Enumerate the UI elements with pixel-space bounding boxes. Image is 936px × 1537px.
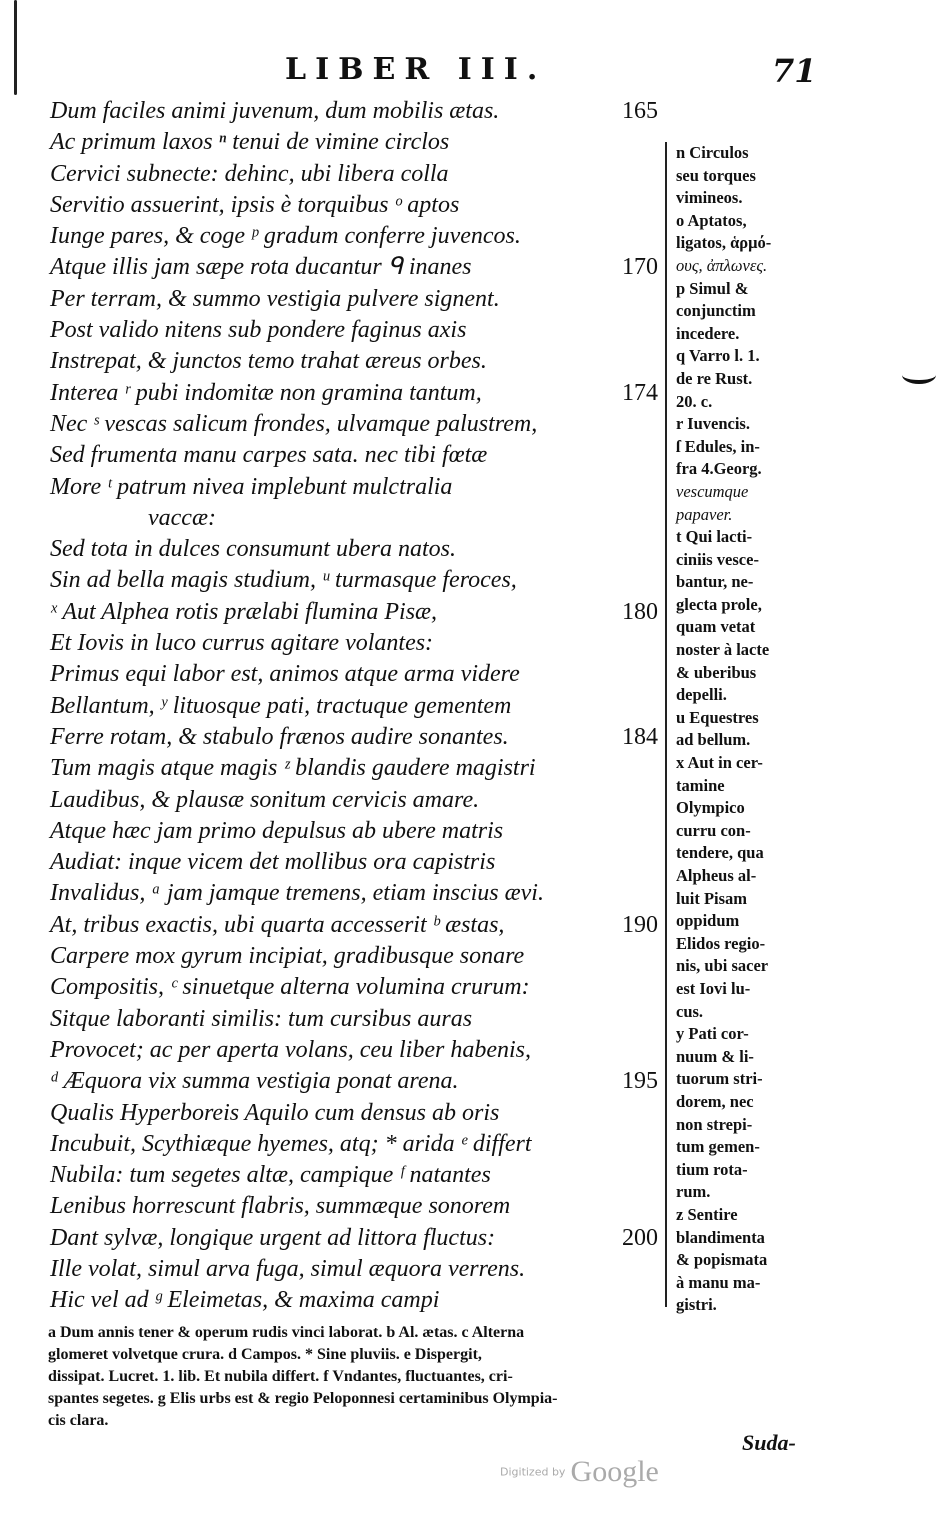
verse-text: Nubila: tum segetes altæ, campique ᶠ natantes	[50, 1162, 491, 1189]
verse-line	[50, 1098, 670, 1129]
verse-line	[50, 972, 670, 1003]
margin-note-line: cus.	[676, 1001, 704, 1021]
verse-line	[50, 816, 670, 847]
margin-notes	[676, 142, 826, 1317]
margin-note-line: Elidos regio-	[676, 933, 766, 953]
verse-text: Hic vel ad ᵍ Eleimetas, & maxima campi	[50, 1287, 440, 1314]
verse-line	[50, 378, 670, 409]
margin-note-line: à manu ma-	[676, 1272, 761, 1292]
verse-text: Instrepat, & junctos temo trahat æreus orbes.	[50, 348, 487, 375]
verse-text: Sitque laboranti similis: tum cursibus auras	[50, 1005, 473, 1032]
verse-line	[50, 1129, 670, 1160]
verse-text: ᵈ Æquora vix summa vestigia ponat arena.	[50, 1068, 459, 1095]
margin-note-line: & popismata	[676, 1250, 768, 1270]
verse-line	[50, 1004, 670, 1035]
verse-line	[50, 565, 670, 596]
verse-line	[50, 1066, 670, 1097]
verse-line	[50, 409, 670, 440]
verse-block	[50, 96, 670, 1317]
margin-note-line: oppidum	[676, 911, 740, 931]
margin-note-line: vimineos.	[676, 188, 743, 208]
footnote-line: dissipat. Lucret. 1. lib. Et nubila differt. f Vndantes, fluctuantes, cri-	[48, 1368, 513, 1385]
verse-text: Audiat: inque vicem det mollibus ora capistris	[50, 849, 496, 876]
verse-text: Et Iovis in luco currus agitare volantes:	[50, 630, 434, 657]
verse-line	[50, 941, 670, 972]
verse-line	[50, 440, 670, 471]
margin-note-line: vescumque	[676, 481, 749, 501]
margin-note-line: Olympico	[676, 798, 745, 818]
line-number: 174	[622, 379, 658, 406]
verse-text: Sin ad bella magis studium, ᵘ turmasque feroces,	[50, 567, 517, 594]
margin-note-line: Alpheus al-	[676, 866, 757, 885]
verse-line	[50, 753, 670, 784]
margin-note-line: n Circulos	[676, 143, 749, 162]
margin-note-line: nis, ubi sacer	[676, 956, 769, 976]
margin-note-line: depelli.	[676, 685, 727, 705]
margin-note-line: tamine	[676, 775, 725, 795]
verse-text: Per terram, & summo vestigia pulvere signent.	[50, 285, 500, 312]
footnotes	[48, 1322, 818, 1432]
verse-text: Interea ʳ pubi indomitæ non gramina tantum,	[50, 379, 482, 406]
verse-text: Compositis, ᶜ sinuetque alterna volumina crurum:	[50, 974, 530, 1001]
footnote-line: glomeret volvetque crura. d Campos. * Sine pluviis. e Dispergit,	[48, 1346, 482, 1363]
verse-text: Provocet; ac per aperta volans, ceu liber habenis,	[50, 1036, 531, 1063]
margin-note-line: conjunctim	[676, 301, 756, 321]
margin-note-line: & uberibus	[676, 662, 757, 682]
verse-line	[50, 659, 670, 690]
margin-note-line: tum gemen-	[676, 1137, 760, 1157]
verse-text: ˣ Aut Alphea rotis prælabi flumina Pisæ,	[50, 598, 438, 625]
verse-line	[50, 127, 670, 158]
margin-note-line: z Sentire	[676, 1204, 738, 1224]
margin-note-line: ligatos, ἁρμό-	[676, 233, 772, 253]
margin-note-line: tendere, qua	[676, 843, 764, 863]
margin-note-line: y Pati cor-	[676, 1024, 749, 1044]
margin-note-line: rum.	[676, 1182, 711, 1202]
page-number: 71	[772, 52, 817, 90]
verse-text: Atque hæc jam primo depulsus ab ubere matris	[50, 817, 504, 844]
verse-line	[50, 628, 670, 659]
line-number: 184	[622, 723, 658, 750]
verse-line	[50, 96, 670, 127]
line-number: 165	[622, 98, 658, 124]
margin-note-line: r Iuvencis.	[676, 414, 750, 434]
margin-note-line: tium rota-	[676, 1159, 748, 1179]
verse-line	[50, 1285, 670, 1316]
margin-rule	[665, 142, 667, 1307]
verse-text: Lenibus horrescunt flabris, summæque sonorem	[50, 1193, 511, 1220]
line-number: 190	[622, 911, 658, 938]
line-number: 200	[622, 1224, 658, 1251]
verse-text: Ille volat, simul arva fuga, simul æquora verrens.	[50, 1255, 526, 1282]
verse-text: More ᵗ patrum nivea implebunt mulctralia	[50, 473, 453, 500]
ink-mark	[902, 366, 936, 384]
verse-text: At, tribus exactis, ubi quarta accesserit ᵇ æstas,	[50, 911, 505, 938]
verse-line	[50, 847, 670, 878]
margin-note-line: ad bellum.	[676, 730, 751, 750]
digitization-watermark	[500, 1455, 659, 1489]
verse-text: Carpere mox gyrum incipiat, gradibusque sonare	[50, 943, 525, 970]
verse-text: Atque illis jam sæpe rota ducantur ᑫ inanes	[50, 254, 472, 281]
verse-line	[50, 722, 670, 753]
line-number: 170	[622, 254, 658, 281]
verse-line	[50, 785, 670, 816]
verse-text: Sed frumenta manu carpes sata. nec tibi fœtæ	[50, 442, 488, 469]
verse-text: Incubuit, Scythiæque hyemes, atq; * arida ᵉ differt	[50, 1130, 532, 1157]
verse-text: Bellantum, ʸ lituosque pati, tractuque gementem	[50, 692, 512, 719]
verse-line	[50, 315, 670, 346]
verse-line	[50, 472, 670, 503]
margin-note-line: nuum & li-	[676, 1046, 754, 1066]
margin-note-line: non strepi-	[676, 1114, 753, 1134]
running-head: LIBER III.	[285, 52, 547, 87]
verse-line	[50, 597, 670, 628]
watermark-brand: Google	[570, 1455, 659, 1488]
verse-line	[50, 503, 670, 534]
margin-note-line: q Varro l. 1.	[676, 346, 760, 366]
verse-text: Invalidus, ᵃ jam jamque tremens, etiam inscius ævi.	[50, 880, 544, 907]
verse-line	[50, 878, 670, 909]
verse-line	[50, 1035, 670, 1066]
binding-edge-line	[14, 0, 17, 95]
margin-note-line: u Equestres	[676, 707, 759, 727]
margin-note-line: quam vetat	[676, 617, 756, 637]
margin-note-line: seu torques	[676, 165, 756, 185]
verse-line	[50, 346, 670, 377]
line-number: 180	[622, 598, 658, 625]
margin-note-line: x Aut in cer-	[676, 753, 763, 773]
margin-note-line: est Iovi lu-	[676, 978, 751, 998]
verse-line	[50, 1254, 670, 1285]
verse-text: Sed tota in dulces consumunt ubera natos.	[50, 536, 456, 563]
margin-note-line: ſ Edules, in-	[676, 436, 760, 456]
margin-note-line: noster à lacte	[676, 640, 770, 660]
verse-text: Dum faciles animi juvenum, dum mobilis ætas.	[50, 98, 500, 124]
verse-text: Laudibus, & plausæ sonitum cervicis amare.	[50, 786, 480, 813]
margin-note-line: fra 4.Georg.	[676, 459, 762, 479]
margin-note-line: 20. c.	[676, 391, 713, 411]
verse-line	[50, 1191, 670, 1222]
verse-line	[50, 221, 670, 252]
margin-note-line: papaver.	[676, 504, 733, 524]
margin-note-line: t Qui lacti-	[676, 527, 753, 547]
verse-line	[50, 1223, 670, 1254]
verse-line	[50, 1160, 670, 1191]
margin-note-line: incedere.	[676, 323, 740, 343]
verse-text: Tum magis atque magis ᶻ blandis gaudere magistri	[50, 755, 536, 782]
verse-text: Ferre rotam, & stabulo frænos audire sonantes.	[50, 723, 509, 750]
verse-text: Post valido nitens sub pondere faginus axis	[50, 317, 467, 344]
margin-note-line: bantur, ne-	[676, 572, 754, 592]
line-number: 195	[622, 1068, 658, 1095]
verse-text: Servitio assuerint, ipsis è torquibus ᵒ aptos	[50, 191, 460, 218]
margin-note-line: o Aptatos,	[676, 210, 747, 230]
watermark-prefix: Digitized by	[500, 1465, 566, 1479]
verse-line	[50, 190, 670, 221]
verse-line	[50, 534, 670, 565]
verse-text: Primus equi labor est, animos atque arma videre	[50, 661, 520, 688]
footnote-line: spantes segetes. g Elis urbs est & regio Peloponnesi certaminibus Olympia-	[48, 1390, 558, 1407]
margin-note-line: curru con-	[676, 820, 751, 840]
catchword: Suda-	[742, 1430, 796, 1455]
verse-line	[50, 284, 670, 315]
verse-line	[50, 691, 670, 722]
margin-note-line: ους, ἀπλωνες.	[676, 255, 768, 275]
verse-line	[50, 910, 670, 941]
verse-text: Cervici subnecte: dehinc, ubi libera colla	[50, 160, 449, 187]
verse-text: Qualis Hyperboreis Aquilo cum densus ab oris	[50, 1099, 500, 1126]
margin-note-line: luit Pisam	[676, 888, 748, 908]
verse-text: Nec ˢ vescas salicum frondes, ulvamque palustrem,	[50, 410, 538, 437]
margin-note-line: p Simul &	[676, 278, 749, 298]
verse-line	[50, 159, 670, 190]
margin-note-line: dorem, nec	[676, 1091, 754, 1111]
verse-text: Ac primum laxos ⁿ tenui de vimine circlos	[50, 129, 450, 156]
footnote-line: cis clara.	[48, 1412, 109, 1429]
verse-text: Iunge pares, & coge ᵖ gradum conferre juvencos.	[50, 223, 521, 250]
margin-note-line: ciniis vesce-	[676, 549, 759, 569]
margin-note-line: de re Rust.	[676, 368, 753, 388]
margin-note-line: tuorum stri-	[676, 1069, 763, 1089]
margin-note-line: gistri.	[676, 1295, 717, 1315]
footnote-line: a Dum annis tener & operum rudis vinci laborat. b Al. ætas. c Alterna	[48, 1324, 525, 1341]
margin-note-line: glecta prole,	[676, 594, 762, 614]
margin-note-line: blandimenta	[676, 1227, 765, 1247]
verse-text: Dant sylvæ, longique urgent ad littora fluctus:	[50, 1224, 496, 1251]
verse-text: vaccæ:	[148, 504, 216, 531]
verse-line	[50, 252, 670, 283]
